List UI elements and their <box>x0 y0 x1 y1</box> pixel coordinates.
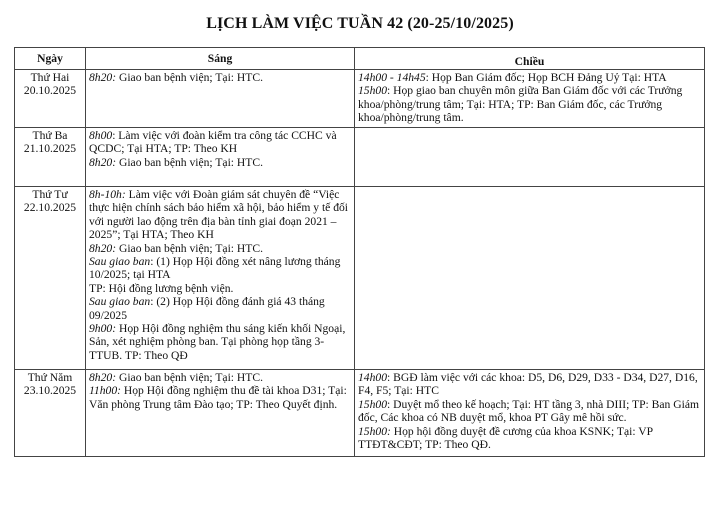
entry-time: 14h00 - 14h45 <box>358 71 426 84</box>
entry-text: Làm việc với Đoàn giám sát chuyên đề “Việc thực hiện chính sách bảo hiểm xã hội, bảo hiểm y tế đối với người lao động trên địa bàn tỉnh giai đoạn 2021 – 2025”; Tại HTA; Theo KH <box>89 188 349 242</box>
schedule-table <box>14 47 705 457</box>
entry-time: 11h00: <box>89 384 121 398</box>
weekday-label: Thứ Ba <box>32 129 68 142</box>
day-cell <box>15 187 86 370</box>
entry-time: 15h00 <box>358 397 387 411</box>
afternoon-cell-empty <box>355 128 705 187</box>
entry-text: : Duyệt mổ theo kế hoạch; Tại: HT tầng 3, nhà DIII; TP: Ban Giám đốc, Các khoa có NB duyệt mổ, khoa PT Gây mê hồi sức. <box>358 397 699 425</box>
entry-text: : BGĐ làm việc với các khoa: D5, D6, D29, D33 - D34, D27, D16, F4, F5; Tại: HTC <box>358 371 698 398</box>
date-label: 22.10.2025 <box>23 201 77 215</box>
entry-time: 8h20: <box>89 371 117 384</box>
schedule-entry <box>358 425 701 452</box>
entry-text: : Họp giao ban chuyên môn giữa Ban Giám đốc với các Trưởng khoa/phòng/trung tâm; Tại: HTA; TP: Ban Giám đốc, các Trưởng khoa/phòng/trung tâm. <box>358 84 683 125</box>
afternoon-cell-empty <box>355 187 705 370</box>
entry-time: 8h20: <box>89 155 117 169</box>
entry-time: 8h00 <box>89 129 113 142</box>
entry-time: 9h00: <box>89 322 117 336</box>
schedule-entry <box>89 322 351 362</box>
entry-text: Họp Hội đồng nghiệm thu đề tài khoa D31; Tại: Văn phòng Trung tâm Đào tạo; TP: Theo Quyết định. <box>89 384 347 411</box>
date-label: 21.10.2025 <box>23 142 77 156</box>
header-day: Ngày <box>15 48 86 70</box>
table-header-row <box>15 48 705 70</box>
entry-time: 15h00: <box>358 424 391 438</box>
table-row-thursday <box>15 370 705 457</box>
afternoon-cell <box>355 70 705 128</box>
entry-text: : (1) Họp Hội đồng xét nâng lương tháng 10/2025; tại HTA <box>89 255 341 282</box>
table-row-wednesday <box>15 187 705 370</box>
entry-text: Họp Hội đồng nghiệm thu sáng kiến khối Ngoại, Sản, xét nghiệm phòng ban. Tại phòng họp tầng 3-TTUB. TP: Theo QĐ <box>89 322 346 362</box>
entry-time: 15h00 <box>358 84 387 98</box>
date-label: 20.10.2025 <box>23 84 77 98</box>
entry-time: Sau giao ban <box>89 295 151 309</box>
page-title: LỊCH LÀM VIỆC TUẦN 42 (20-25/10/2025) <box>206 15 514 32</box>
entry-text: : (2) Họp Hội đồng đánh giá 43 tháng 09/2025 <box>89 295 325 322</box>
entry-text: Giao ban bệnh viện; Tại: HTC. <box>116 71 263 84</box>
entry-text: : Họp Ban Giám đốc; Họp BCH Đảng Uỷ Tại: HTA <box>425 71 667 84</box>
schedule-entry <box>89 156 351 169</box>
schedule-entry <box>358 371 701 398</box>
entry-text: Giao ban bệnh viện; Tại: HTC. <box>116 155 263 169</box>
entry-time: Sau giao ban <box>89 255 151 269</box>
schedule-entry <box>89 242 351 255</box>
morning-cell <box>86 70 355 128</box>
schedule-entry <box>89 255 351 282</box>
entry-time: 8h-10h: <box>89 188 126 201</box>
day-cell <box>15 70 86 128</box>
morning-cell <box>86 187 355 370</box>
schedule-entry <box>89 282 351 295</box>
schedule-entry <box>358 398 701 425</box>
table-row-monday <box>15 70 705 128</box>
entry-time: 8h20: <box>89 71 117 84</box>
entry-text: Giao ban bệnh viện; Tại: HTC. <box>116 371 263 384</box>
schedule-entry <box>89 371 351 384</box>
schedule-entry <box>358 71 701 84</box>
schedule-entry <box>89 295 351 322</box>
schedule-entry <box>358 84 701 124</box>
date-label: 23.10.2025 <box>23 384 77 398</box>
day-cell <box>15 128 86 187</box>
header-afternoon: Chiều <box>355 48 705 70</box>
afternoon-cell <box>355 370 705 457</box>
schedule-entry <box>89 71 351 84</box>
schedule-entry <box>89 384 351 411</box>
entry-time: 14h00 <box>358 371 387 384</box>
entry-text: : Làm việc với đoàn kiểm tra công tác CCHC và QCDC; Tại HTA; TP: Theo KH <box>89 129 337 156</box>
morning-cell <box>86 128 355 187</box>
weekday-label: Thứ Năm <box>27 371 73 384</box>
header-morning: Sáng <box>86 48 355 70</box>
entry-time: 8h20: <box>89 241 117 255</box>
schedule-entry <box>89 188 351 242</box>
table-row-tuesday <box>15 128 705 187</box>
entry-text: TP: Hội đồng lương bệnh viện. <box>89 281 234 295</box>
day-cell <box>15 370 86 457</box>
weekday-label: Thứ Tư <box>32 188 68 201</box>
entry-text: Họp hội đồng duyệt đề cương của khoa KSNK; Tại: VP TTĐT&CĐT; TP: Theo QĐ. <box>358 424 653 452</box>
schedule-entry <box>89 129 351 156</box>
entry-text: Giao ban bệnh viện; Tại: HTC. <box>116 241 263 255</box>
morning-cell <box>86 370 355 457</box>
weekday-label: Thứ Hai <box>30 71 70 84</box>
